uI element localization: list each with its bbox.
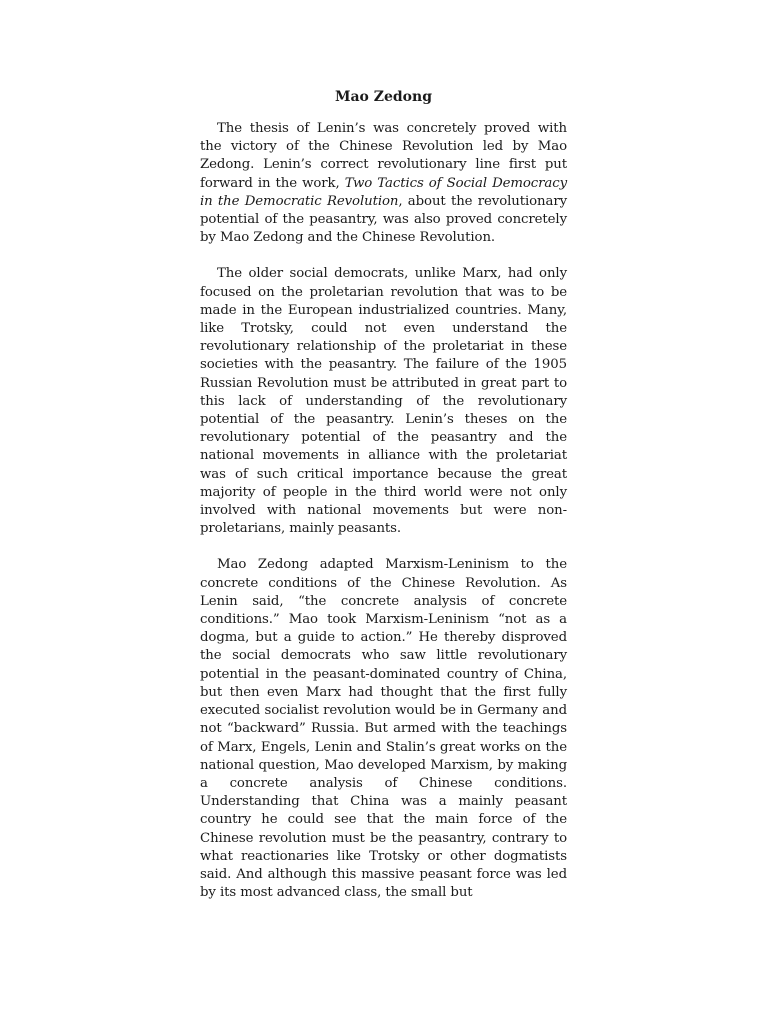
paragraph-2: The older social democrats, unlike Marx, had only focused on the proletarian revolution that was to be made in the European industrialized countries. Many, like Trotsky, could not even understand the revolutionary relationship of the proletariat in these societies with the peasantry. The failure of the 1905 Russian Revolution must be attributed in great part to this lack of understanding of the revolutionary potential of the peasantry. Lenin’s theses on the revolutionary potential of the peasantry and the national movements in alliance with the proletariat was of such critical importance because the great majority of people in the third world were not only involved with national movements but were non-proletarians, mainly peasants. <box>200 266 567 537</box>
paragraph-3: Mao Zedong adapted Marxism-Leninism to the concrete conditions of the Chinese Revolution. As Lenin said, “the concrete analysis of concrete conditions.” Mao took Marxism-Leninism “not as a dogma, but a guide to action.” He thereby disproved the social democrats who saw little revolutionary potential in the peasant-dominated country of China, but then even Marx had thought that the first fully executed socialist revolution would be in Germany and not “backward” Russia. But armed with the teachings of Marx, Engels, Lenin and Stalin’s great works on the national question, Mao developed Marxism, by making a concrete analysis of Chinese conditions. Understanding that China was a mainly peasant country he could see that the main force of the Chinese revolution must be the peasantry, contrary to what reactionaries like Trotsky or other dogmatists said. And although this massive peasant force was led by its most advanced class, the small but <box>200 557 567 901</box>
paragraph-1-text-before: The thesis of Lenin’s was concretely proved with the victory of the Chinese Revolution led by Mao Zedong. Lenin’s correct revolutionary line first put forward in the work, <box>200 121 567 191</box>
document-title: Mao Zedong <box>334 89 432 105</box>
paragraph-1-text-after: , about the revolutionary potential of the peasantry, was also proved concretely by Mao Zedong and the Chinese Revolution. <box>200 193 567 246</box>
document-page <box>200 86 567 920</box>
book-title-italic: Two Tactics of Social Democracy in the Democratic Revolution <box>200 175 567 209</box>
paragraph-1 <box>200 120 567 247</box>
